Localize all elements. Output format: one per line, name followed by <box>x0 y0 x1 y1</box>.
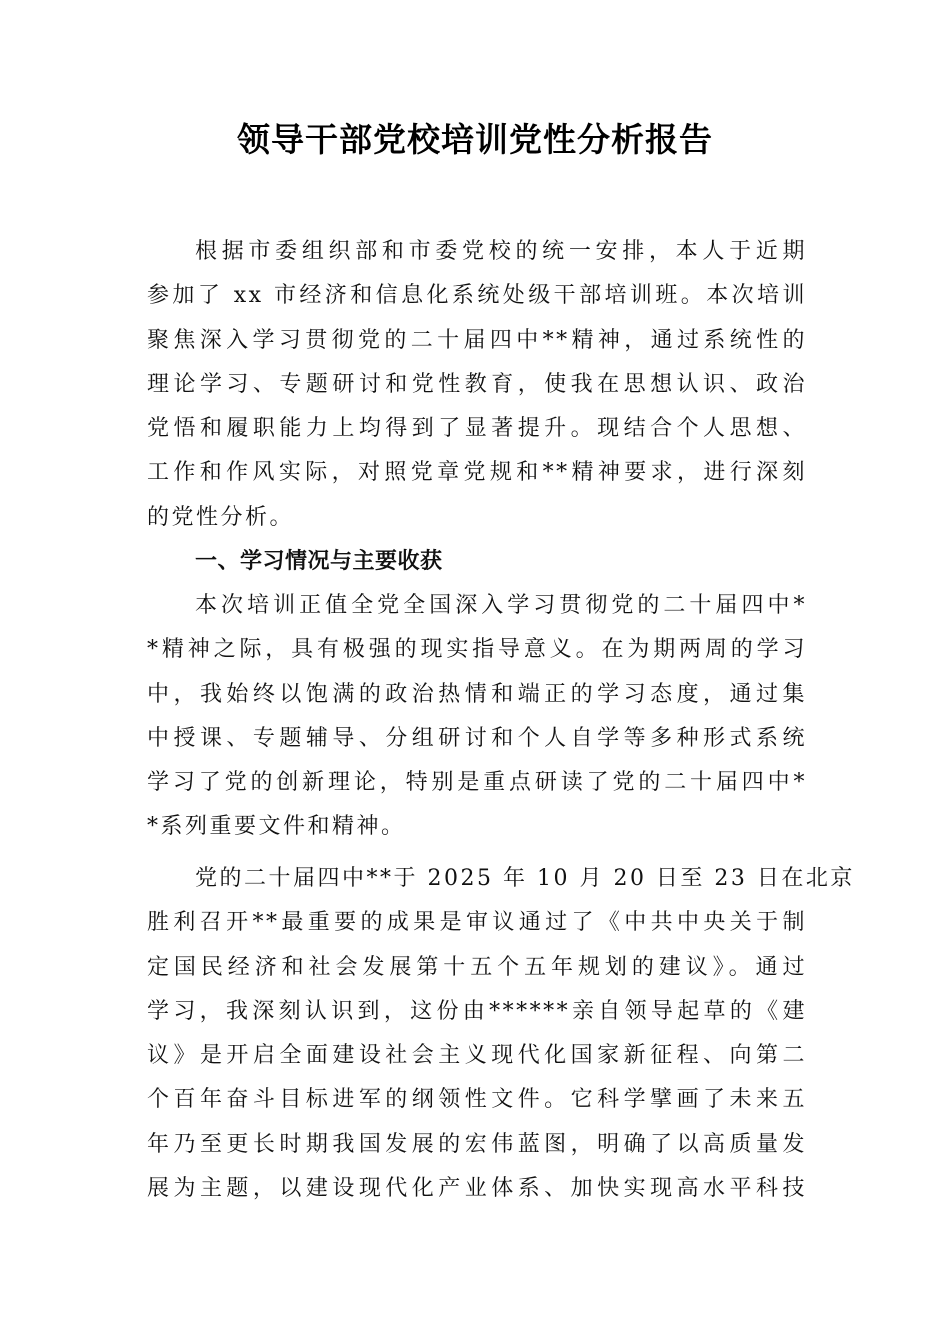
section-heading-text: 一、学习情况与主要收获 <box>195 549 443 574</box>
text-line: 本次培训正值全党全国深入学习贯彻党的二十届四中* <box>195 593 807 618</box>
text-line: 定国民经济和社会发展第十五个五年规划的建议》。通过 <box>147 954 807 980</box>
text-line: 根据市委组织部和市委党校的统一安排，本人于近期 <box>195 239 807 264</box>
text-line: 参加了 xx 市经济和信息化系统处级干部培训班。本次培训 <box>147 283 807 309</box>
text-line: 学习了党的创新理论，特别是重点研读了党的二十届四中* <box>147 770 807 796</box>
text-line: 中，我始终以饱满的政治热情和端正的学习态度，通过集 <box>147 681 807 707</box>
text-line: 理论学习、专题研讨和党性教育，使我在思想认识、政治 <box>147 371 807 397</box>
text-line: 胜利召开**最重要的成果是审议通过了《中共中央关于制 <box>147 910 807 936</box>
paragraph-plenum-summary <box>147 857 855 1211</box>
text-line: 中授课、专题辅导、分组研讨和个人自学等多种形式系统 <box>147 725 807 751</box>
text-line: 议》是开启全面建设社会主义现代化国家新征程、向第二 <box>147 1043 807 1069</box>
text-line: *精神之际，具有极强的现实指导意义。在为期两周的学习 <box>147 637 807 663</box>
text-line: 聚焦深入学习贯彻党的二十届四中**精神，通过系统性的 <box>147 327 807 353</box>
paragraph-study-overview <box>147 584 807 850</box>
text-line: 党悟和履职能力上均得到了显著提升。现结合个人思想、 <box>147 416 807 442</box>
text-line: 个百年奋斗目标进军的纲领性文件。它科学擘画了未来五 <box>147 1087 807 1113</box>
paragraph-intro <box>147 230 807 540</box>
text-line: *系列重要文件和精神。 <box>147 814 406 840</box>
text-line: 的党性分析。 <box>147 504 295 530</box>
text-line: 学习，我深刻认识到，这份由******亲自领导起草的《建 <box>147 998 807 1024</box>
text-line: 展为主题，以建设现代化产业体系、加快实现高水平科技 <box>147 1176 807 1202</box>
text-line: 党的二十届四中**于 2025 年 10 月 20 日至 23 日在北京 <box>195 866 855 891</box>
document-title: 领导干部党校培训党性分析报告 <box>237 120 713 159</box>
text-line: 工作和作风实际，对照党章党规和**精神要求，进行深刻 <box>147 460 807 486</box>
text-line: 年乃至更长时期我国发展的宏伟蓝图，明确了以高质量发 <box>147 1131 807 1157</box>
section-heading-1 <box>147 540 807 584</box>
